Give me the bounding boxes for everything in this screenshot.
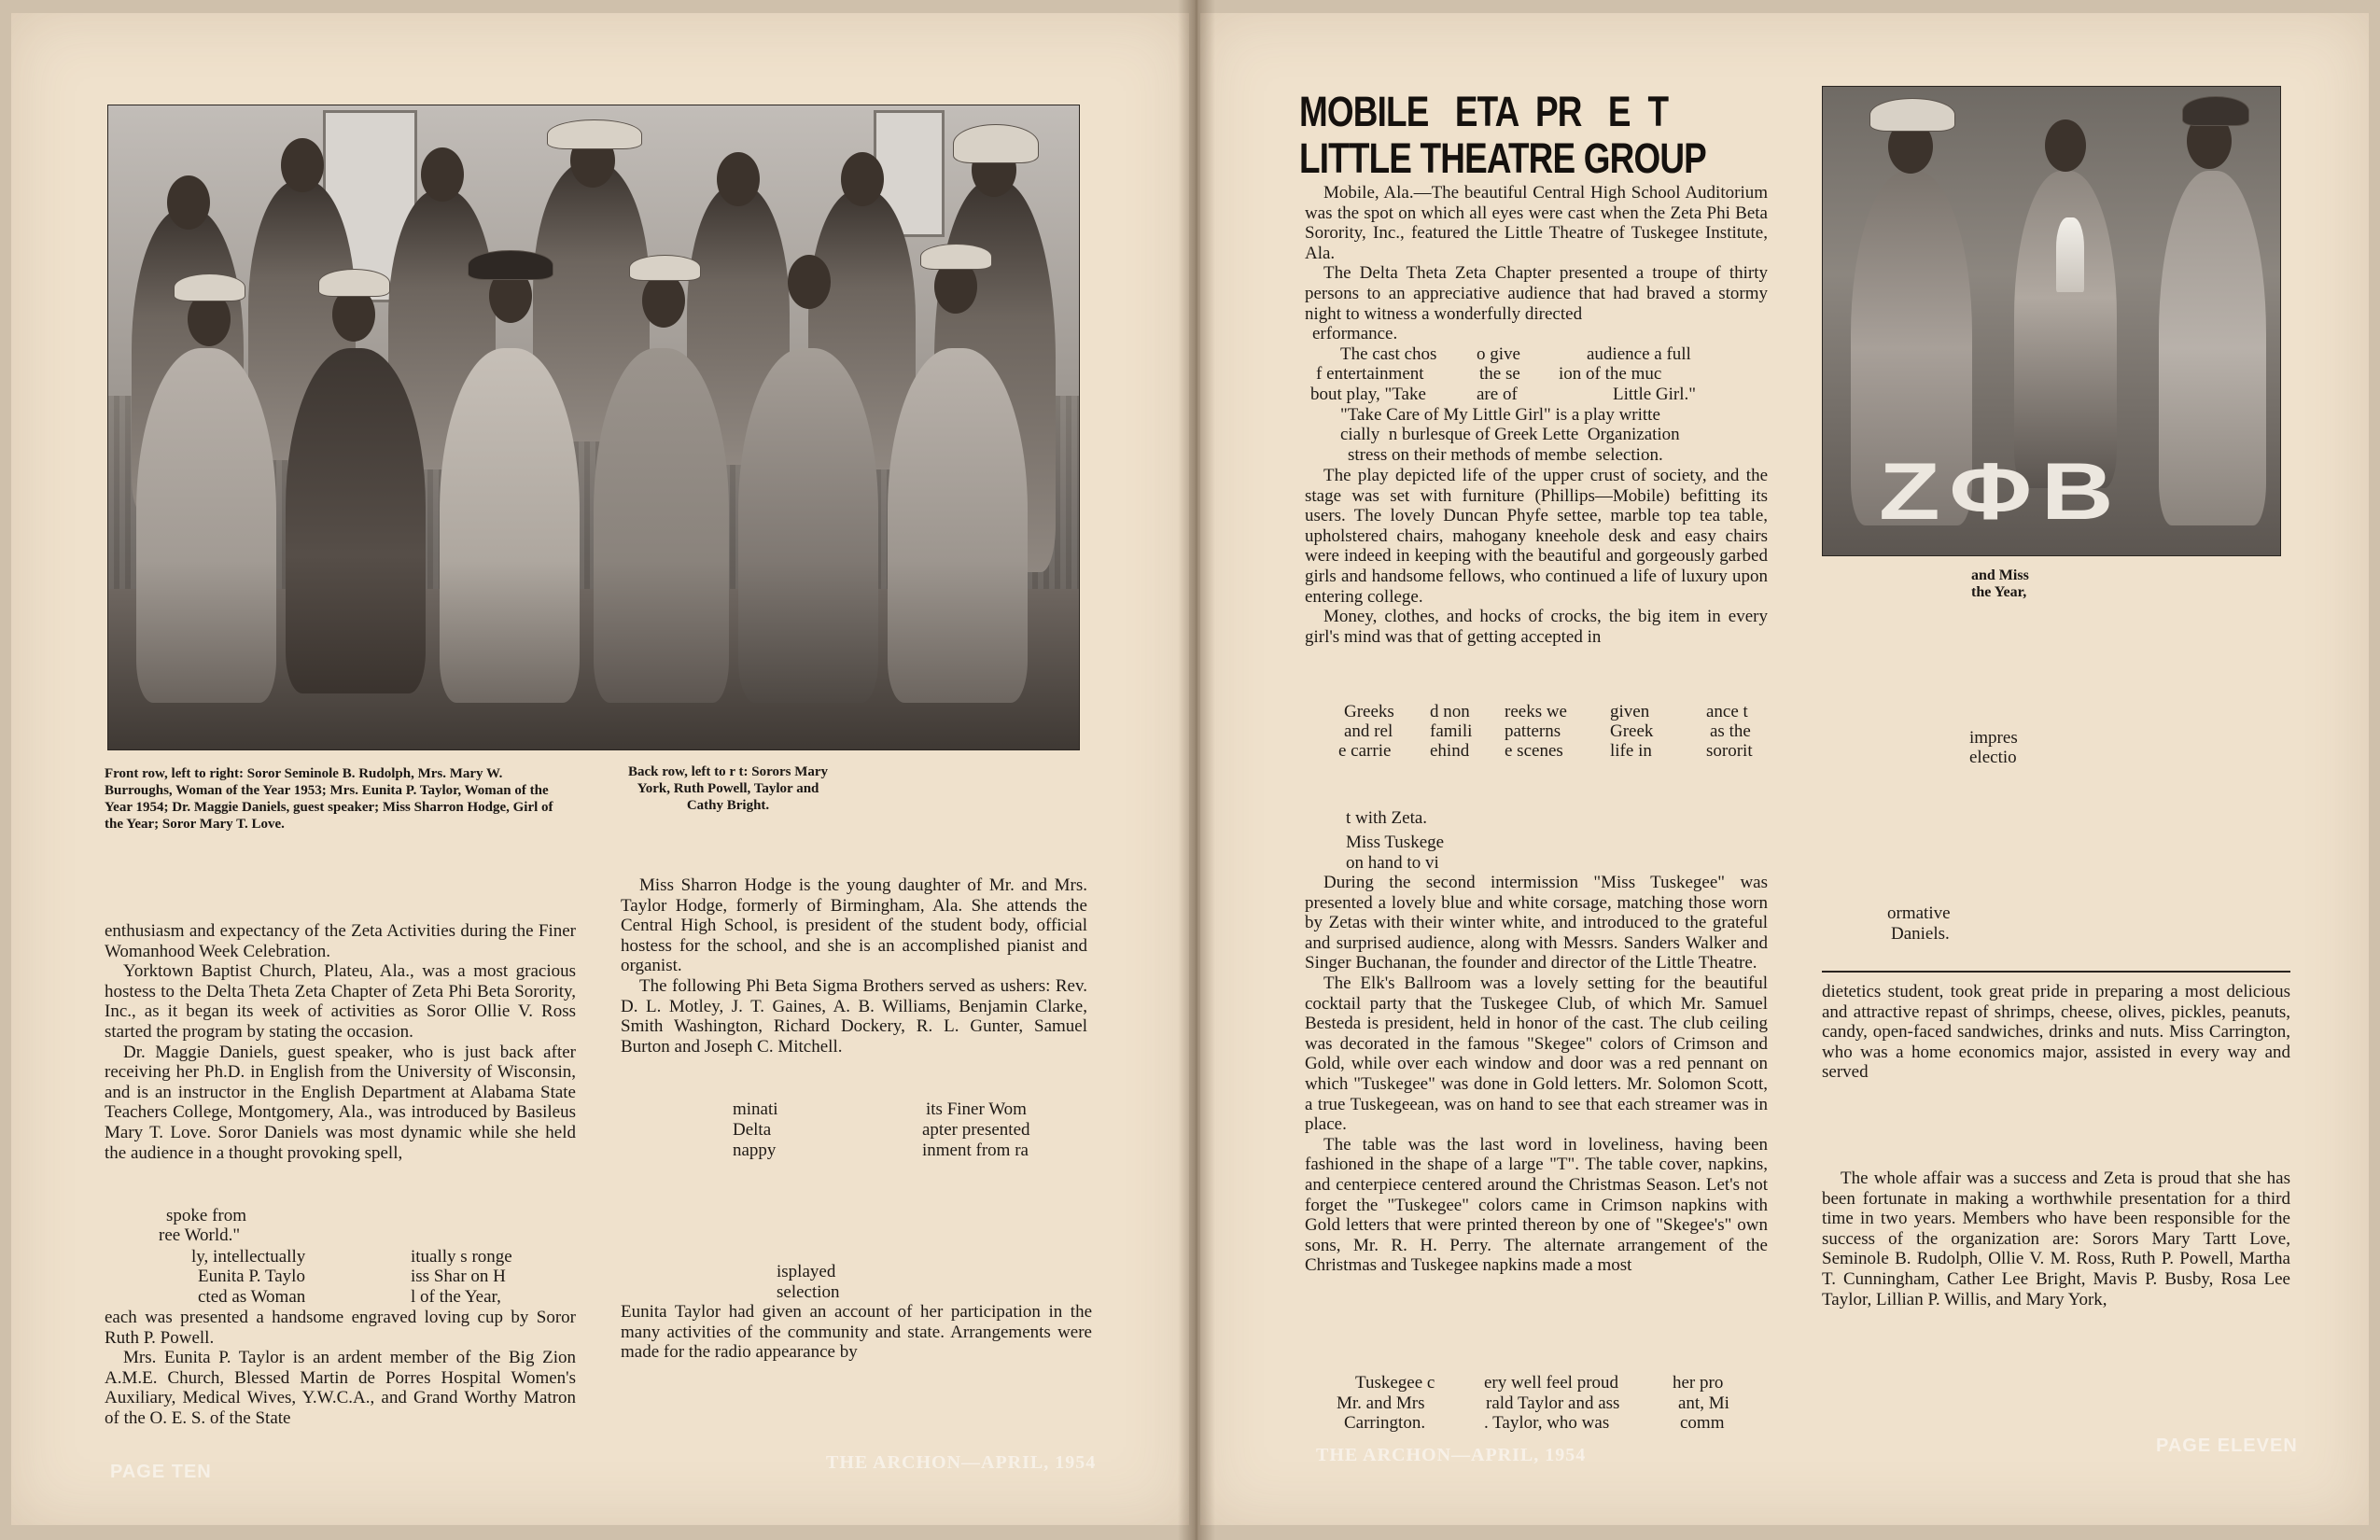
paragraph: Mrs. Eunita P. Taylor is an ardent member of the Big Zion A.M.E. Church, Blessed Martin de Porres Hospital Women's Auxiliary, Medical Wives, Y.W.C.A., and Grand Worthy Matron of the O. E. S. of the State [105, 1348, 576, 1428]
photo-head [642, 273, 685, 328]
text-fragment: electio [1969, 748, 2017, 767]
text-fragment: e carrie [1338, 741, 1392, 761]
award-photo [1822, 86, 2281, 556]
text-fragment: Greek [1610, 721, 1654, 741]
right-article-col2 [1822, 982, 2290, 1083]
text-fragment: her pro [1673, 1373, 1724, 1393]
photo-head [2045, 119, 2086, 172]
text-fragment: reeks we [1505, 702, 1567, 721]
photo-head [281, 138, 324, 192]
text-fragment: selection [777, 1282, 840, 1302]
left-article-col2-end [621, 1302, 1092, 1363]
paragraph: each was presented a handsome engraved loving cup by Soror Ruth P. Powell. [105, 1308, 576, 1348]
left-article-col2 [621, 875, 1087, 1057]
text-fragment: ormative [1887, 903, 1951, 923]
article-title [1299, 89, 1706, 182]
text-fragment: cted as Woman [198, 1287, 306, 1307]
text-fragment: Eunita P. Taylo [198, 1267, 305, 1286]
text-fragment: minati [733, 1099, 778, 1119]
issue-footer-left: THE ARCHON—APRIL, 1954 [826, 1452, 1097, 1473]
text-fragment: Mr. and Mrs [1337, 1393, 1425, 1413]
right-article-col2-end [1822, 1169, 2290, 1309]
text-fragment: its Finer Wom [926, 1099, 1027, 1119]
photo-figure [2159, 171, 2266, 525]
text-fragment: Daniels. [1891, 924, 1950, 944]
photo-head [841, 152, 884, 206]
right-article-col1 [1305, 183, 1768, 344]
caption-line: and Miss [1971, 567, 2029, 583]
text-fragment: as the [1710, 721, 1751, 741]
text-fragment: bout play, "Take [1310, 385, 1426, 404]
text-fragment: and rel [1344, 721, 1393, 741]
text-fragment: The cast chos [1340, 344, 1437, 364]
paragraph: enthusiasm and expectancy of the Zeta Activities during the Finer Womanhood Week Celebration. [105, 921, 576, 961]
text-fragment: Little Girl." [1613, 385, 1697, 404]
text-fragment: Tuskegee c [1355, 1373, 1435, 1393]
paragraph: Miss Sharron Hodge is the young daughter of Mr. and Mrs. Taylor Hodge, formerly of Birmingham, Ala. She attends the Central High School, is president of the student body, official hostess for the school, and she is an accomplished pianist and organist. [621, 875, 1087, 976]
photo-figure [136, 348, 276, 703]
text-fragment: ly, intellectually [191, 1247, 306, 1267]
left-article-col1-end [105, 1308, 576, 1429]
text-fragment: famili [1430, 721, 1473, 741]
text-fragment: rald Taylor and ass [1486, 1393, 1620, 1413]
text-fragment: ery well feel proud [1484, 1373, 1619, 1393]
text-fragment: t with Zeta. [1346, 808, 1428, 828]
text-fragment: Carrington. [1344, 1413, 1426, 1433]
text-fragment: . Taylor, who was [1484, 1413, 1610, 1433]
paragraph: The play depicted life of the upper crust of society, and the stage was set with furniture (Phillips—Mobile) befitting its users. The lovely Duncan Phyfe settee, marble top tea table, upholstered chairs, mahogany kneehole desk and easy chairs were indeed in keeping with the beautiful and gorgeously garbed girls and handsome fellows, who continued a life of luxury upon entering college. [1305, 466, 1768, 607]
photo-hat [920, 244, 992, 270]
zeta-phi-beta-letters: ZΦB [1879, 447, 2123, 537]
text-fragment: given [1610, 702, 1650, 721]
text-fragment: the se [1479, 364, 1520, 384]
paragraph: The table was the last word in loveliness, having been fashioned in the shape of a large "T". The table cover, napkins, and centerpiece centered around the Christmas Season. Let's not forget the "Tuskegee" colors came in Crimson napkins with Gold letters that were printed thereon by one of "Skegee's" own sons, Mr. R. H. Perry. The alternate arrangement of the Christmas and Tuskegee napkins made a most [1305, 1134, 1768, 1276]
group-photo [107, 105, 1080, 750]
photo-hat [953, 124, 1039, 163]
page-number-right: PAGE ELEVEN [2156, 1435, 2298, 1456]
text-fragment: are of [1477, 385, 1518, 404]
photo-hat [174, 273, 245, 301]
text-fragment: isplayed [777, 1262, 836, 1281]
trophy [2056, 217, 2084, 292]
photo-head [421, 147, 464, 202]
text-fragment: life in [1610, 741, 1652, 761]
photo-head [167, 175, 210, 230]
photo-caption-right [1971, 567, 2029, 601]
text-fragment: e scenes [1505, 741, 1563, 761]
text-fragment: audience a full [1587, 344, 1691, 364]
text-fragment: nappy [733, 1141, 777, 1160]
column-rule [1822, 971, 2290, 973]
text-fragment: itually s ronge [411, 1247, 512, 1267]
photo-hat [1869, 98, 1955, 132]
text-fragment: ree World." [159, 1225, 241, 1245]
text-fragment: patterns [1505, 721, 1561, 741]
text-fragment: sororit [1706, 741, 1753, 761]
right-article-col1b [1305, 466, 1768, 647]
text-fragment: d non [1430, 702, 1470, 721]
text-fragment: inment from ra [922, 1141, 1029, 1160]
text-fragment: ance t [1706, 702, 1748, 721]
paragraph: dietetics student, took great pride in preparing a most delicious and attractive repast of shrimps, cheese, olives, pickles, peanuts, candy, open-faced sandwiches, drinks and nuts. Miss Carrington, who was a home economics major, assisted in every way and served [1822, 982, 2290, 1083]
photo-hat [629, 255, 701, 281]
paragraph: The Elk's Ballroom was a lovely setting for the beautiful cocktail party that the Tuskegee Club, of which Mr. Samuel Besteda is president, held in honor of the cast. The club ceiling was decorated in the famous "Skegee" colors of Crimson and Gold, while over each window and door was a red pennant on which "Tuskegee" was done in Gold letters. Mr. Solomon Scott, a true Tuskegeean, was on hand to see that each streamer was in place. [1305, 973, 1768, 1135]
photo-hat [318, 269, 390, 297]
photo-figure [738, 348, 878, 703]
text-fragment: Greeks [1344, 702, 1394, 721]
right-article-col1c [1305, 873, 1768, 1276]
photo-head [788, 255, 831, 309]
photo-caption-back: Back row, left to r t: Sorors Mary York, Ruth Powell, Taylor and Cathy Bright. [627, 764, 829, 813]
title-line-1: MOBILE ETA PR E T [1299, 88, 1669, 135]
paragraph: Mobile, Ala.—The beautiful Central High School Auditorium was the spot on which all eyes were cast when the Zeta Phi Beta Sorority, Inc., featured the Little Theatre of Tuskegee Institute, Ala. [1305, 183, 1768, 263]
paragraph: During the second intermission "Miss Tuskegee" was presented a lovely blue and white corsage, matching those worn by Zetas with their winter white, and introduced to the grateful and surprised audience, along with Messrs. Sanders Walker and Singer Buchanan, the founder and director of the Little Theatre. [1305, 873, 1768, 973]
text-fragment: stress on their methods of membe selection. [1348, 445, 1663, 465]
photo-figure [440, 348, 580, 703]
photo-hat [468, 250, 553, 280]
paragraph: The Delta Theta Zeta Chapter presented a troupe of thirty persons to an appreciative audience that had braved a stormy night to witness a wonderfully directed [1305, 263, 1768, 324]
title-line-2: LITTLE THEATRE GROUP [1299, 134, 1706, 182]
text-fragment: l of the Year, [411, 1287, 501, 1307]
page-number-left: PAGE TEN [110, 1462, 212, 1482]
photo-figure [594, 348, 729, 703]
photo-figure [286, 348, 426, 693]
left-article-col1 [105, 921, 576, 1163]
paragraph: The whole affair was a success and Zeta is proud that she has been fortunate in making a worthwhile presentation for a third time in two years. Members who have been responsible for the success of the organization are: Sorors Mary Tartt Love, Seminole B. Rudolph, Ollie V. M. Ross, Ruth P. Powell, Martha T. Cunningham, Cather Lee Bright, Mavis P. Busby, Rosa Lee Taylor, Lillian P. Willis, and Mary York, [1822, 1169, 2290, 1309]
paragraph: Money, clothes, and hocks of crocks, the big item in every girl's mind was that of getting accepted in [1305, 607, 1768, 647]
photo-hat [547, 119, 642, 149]
text-fragment: Miss Tuskege [1346, 833, 1445, 852]
paragraph: Dr. Maggie Daniels, guest speaker, who is just back after receiving her Ph.D. in English from the University of Wisconsin, and is an instructor in the English Department at Alabama State Teachers College, Montgomery, Ala., was introduced by Basileus Mary T. Love. Soror Daniels was most dynamic while she held the audience in a thought provoking spell, [105, 1042, 576, 1163]
page-gutter [1178, 0, 1215, 1540]
text-fragment: comm [1680, 1413, 1725, 1433]
text-fragment: o give [1477, 344, 1520, 364]
text-fragment: ion of the muc [1559, 364, 1662, 384]
text-fragment: cially n burlesque of Greek Lette Organization [1340, 425, 1680, 444]
caption-line: the Year, [1971, 584, 2027, 600]
photo-head [717, 152, 760, 206]
text-fragment: apter presented [922, 1120, 1030, 1140]
text-fragment: "Take Care of My Little Girl" is a play writte [1340, 405, 1660, 425]
text-fragment: f entertainment [1316, 364, 1424, 384]
text-fragment: spoke from [166, 1206, 247, 1225]
paragraph: Yorktown Baptist Church, Plateu, Ala., was a most gracious hostess to the Delta Theta Zeta Chapter of Zeta Phi Beta Sorority, Inc., as it began its week of activities as Soror Ollie V. Ross started the program by stating the occasion. [105, 961, 576, 1042]
paragraph: Eunita Taylor had given an account of her participation in the many activities of the community and state. Arrangements were made for the radio appearance by [621, 1302, 1092, 1363]
text-fragment: iss Shar on H [411, 1267, 506, 1286]
text-fragment: on hand to vi [1346, 853, 1439, 873]
photo-caption-front: Front row, left to right: Soror Seminole B. Rudolph, Mrs. Mary W. Burroughs, Woman of the Year 1953; Mrs. Eunita P. Taylor, Woman of the Year 1954; Dr. Maggie Daniels, guest speaker; Miss Sharron Hodge, Girl of the Year; Soror Mary T. Love. [105, 766, 553, 832]
paragraph: erformance. [1312, 324, 1398, 344]
paragraph: The following Phi Beta Sigma Brothers served as ushers: Rev. D. L. Motley, J. T. Gaines, A. B. Williams, Benjamin Clarke, Smith Washington, Richard Dockery, R. L. Gunter, Samuel Burton and Joseph C. Mitchell. [621, 975, 1087, 1057]
photo-hat [2182, 96, 2249, 126]
text-fragment: Delta [733, 1120, 772, 1140]
text-fragment: ehind [1430, 741, 1470, 761]
photo-figure [888, 348, 1028, 703]
text-fragment: ant, Mi [1678, 1393, 1729, 1413]
issue-footer-right: THE ARCHON—APRIL, 1954 [1316, 1445, 1587, 1465]
text-fragment: impres [1969, 728, 2018, 748]
